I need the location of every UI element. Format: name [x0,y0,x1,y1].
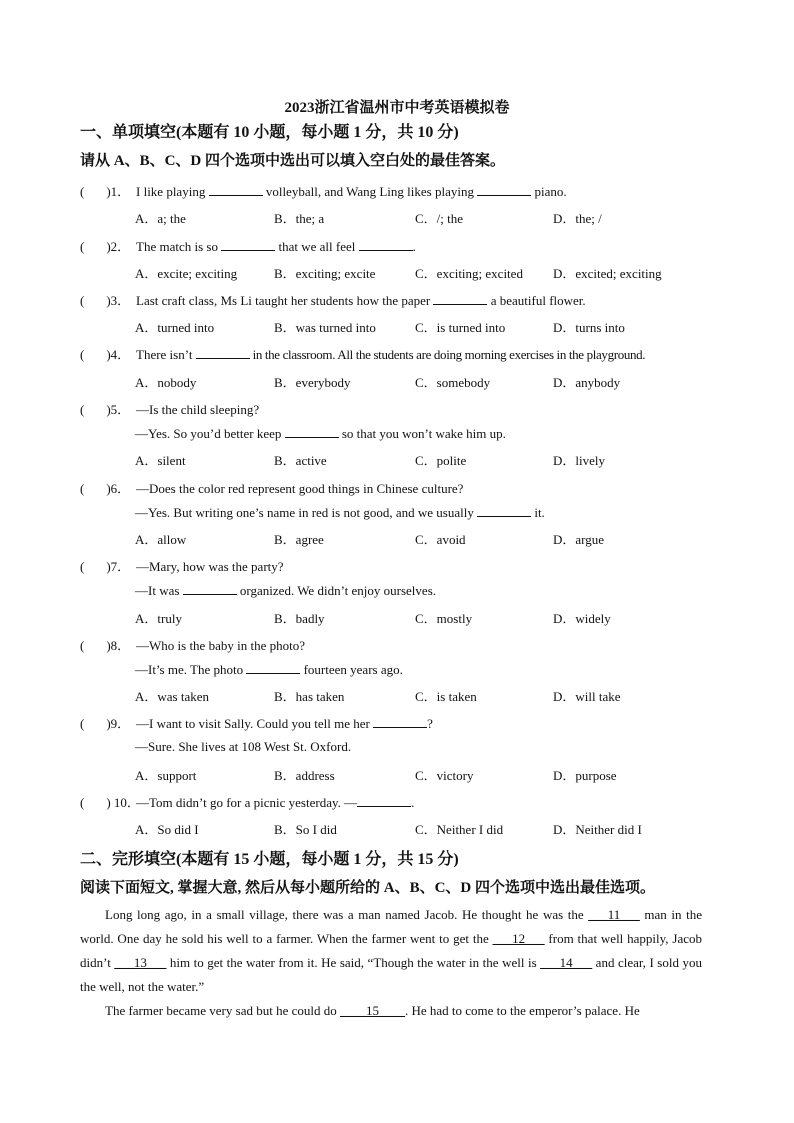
option-c: C．mostly [415,611,473,626]
option-c: C．exciting; excited [415,266,523,281]
section2-heading: 二、完形填空(本题有 15 小题，每小题 1 分，共 15 分) [80,851,459,868]
option-a: A．nobody [135,375,197,390]
option-d: D．lively [553,453,605,468]
option-b: B．everybody [274,375,351,390]
question-9: ( )9． —I want to visit Sally. Could you tell me her ? [80,713,433,732]
option-b: B．address [274,768,335,783]
answer-blank [433,292,487,305]
option-c: C．/; the [415,211,464,226]
cloze-blank-14: ___14___ [540,955,593,970]
answer-paren[interactable]: ( )5． [80,402,131,417]
option-a: A．a; the [135,211,186,226]
question-6: ( )6． —Does the color red represent good things in Chinese culture? [80,478,463,497]
option-b: B．active [274,453,327,468]
answer-paren[interactable]: ( )2． [80,239,131,254]
answer-paren[interactable]: ( )6． [80,481,131,496]
question-5-reply: —Yes. So you’d better keep so that you won’t wake him up. [135,426,506,441]
section1-instruction: 请从 A、B、C、D 四个选项中选出可以填入空白处的最佳答案。 [80,153,506,169]
question-7-reply: —It was organized. We didn’t enjoy ourselves. [135,583,437,598]
answer-paren[interactable]: ( )3． [80,293,131,308]
option-d: D．argue [553,532,605,547]
answer-paren[interactable]: ( )9． [80,716,131,731]
answer-blank [183,582,237,595]
question-5: ( )5． —Is the child sleeping? [80,399,259,418]
option-d: D．the; / [553,211,602,226]
option-b: B．the; a [274,211,325,226]
question-10: ( ) 10．—Tom didn’t go for a picnic yesterday. — . [80,792,414,811]
question-8: ( )8． —Who is the baby in the photo? [80,635,305,654]
option-a: A．turned into [135,320,215,335]
option-b: B．agree [274,532,324,547]
answer-blank [221,238,275,251]
cloze-blank-13: ___13___ [114,955,167,970]
option-a: A．excite; exciting [135,266,238,281]
cloze-blank-12: ___12___ [492,931,545,946]
option-c: C．is turned into [415,320,506,335]
answer-blank [477,504,531,517]
option-d: D．turns into [553,320,625,335]
option-a: A．allow [135,532,187,547]
option-d: D．Neither did I [553,822,642,837]
option-c: C．victory [415,768,474,783]
option-c: C．is taken [415,689,477,704]
option-a: A．truly [135,611,182,626]
cloze-paragraph-2: The farmer became very sad but he could do ____15____. He had to come to the emperor’s palace. He [105,1003,640,1018]
question-1: ( )1． I like playing volleyball, and Wang Ling likes playing piano. [80,181,567,200]
question-7: ( )7． —Mary, how was the party? [80,556,284,575]
option-b: B．was turned into [274,320,376,335]
question-8-reply: —It’s me. The photo fourteen years ago. [135,662,403,677]
answer-paren[interactable]: ( )1． [80,184,131,199]
option-a: A．So did I [135,822,199,837]
answer-paren[interactable]: ( ) 10． [80,795,140,810]
option-c: C．Neither I did [415,822,504,837]
answer-blank [477,183,531,196]
question-9-reply: —Sure. She lives at 108 West St. Oxford. [135,739,352,754]
question-3: ( )3． Last craft class, Ms Li taught her students how the paper a beautiful flower. [80,290,586,309]
answer-blank [373,715,427,728]
option-c: C．avoid [415,532,466,547]
cloze-paragraph-1: Long long ago, in a small village, there was a man named Jacob. He thought he was the ___11___ man in the world. One day he sold his well to a farmer. When the farmer went to get the ___12___ from that well happily, Jacob didn’t ___13___ him to get the water from it. He said, “Though the water in the well is ___14___ and clear, I sold you the well, not the water.” [80,907,702,994]
option-d: D．widely [553,611,611,626]
answer-paren[interactable]: ( )4． [80,347,131,362]
answer-blank [246,661,300,674]
option-d: D．will take [553,689,621,704]
answer-blank [359,238,413,251]
cloze-blank-15: ____15____ [339,1003,405,1018]
option-b: B．So I did [274,822,337,837]
option-c: C．polite [415,453,467,468]
question-6-reply: —Yes. But writing one’s name in red is not good, and we usually it. [135,505,545,520]
option-d: D．anybody [553,375,621,390]
option-d: D．purpose [553,768,617,783]
cloze-blank-11: ___11___ [588,907,640,922]
section1-heading: 一、单项填空(本题有 10 小题，每小题 1 分，共 10 分) [80,124,459,141]
option-d: D．excited; exciting [553,266,662,281]
option-a: A．was taken [135,689,210,704]
answer-paren[interactable]: ( )8． [80,638,131,653]
question-4: ( )4． There isn’t in the classroom. All the students are doing morning exercises in the playground. [80,344,645,363]
answer-blank [285,425,339,438]
option-b: B．has taken [274,689,345,704]
section2-instruction: 阅读下面短文, 掌握大意, 然后从每小题所给的 A、B、C、D 四个选项中选出最佳选项。 [80,880,656,896]
option-c: C．somebody [415,375,491,390]
option-a: A．support [135,768,197,783]
option-a: A．silent [135,453,186,468]
answer-blank [357,794,411,807]
answer-paren[interactable]: ( )7． [80,559,131,574]
exam-title: 2023浙江省温州市中考英语模拟卷 [284,100,510,116]
answer-blank [196,346,250,359]
option-b: B．badly [274,611,325,626]
option-b: B．exciting; excite [274,266,376,281]
answer-blank [209,183,263,196]
question-2: ( )2． The match is so that we all feel . [80,236,416,255]
